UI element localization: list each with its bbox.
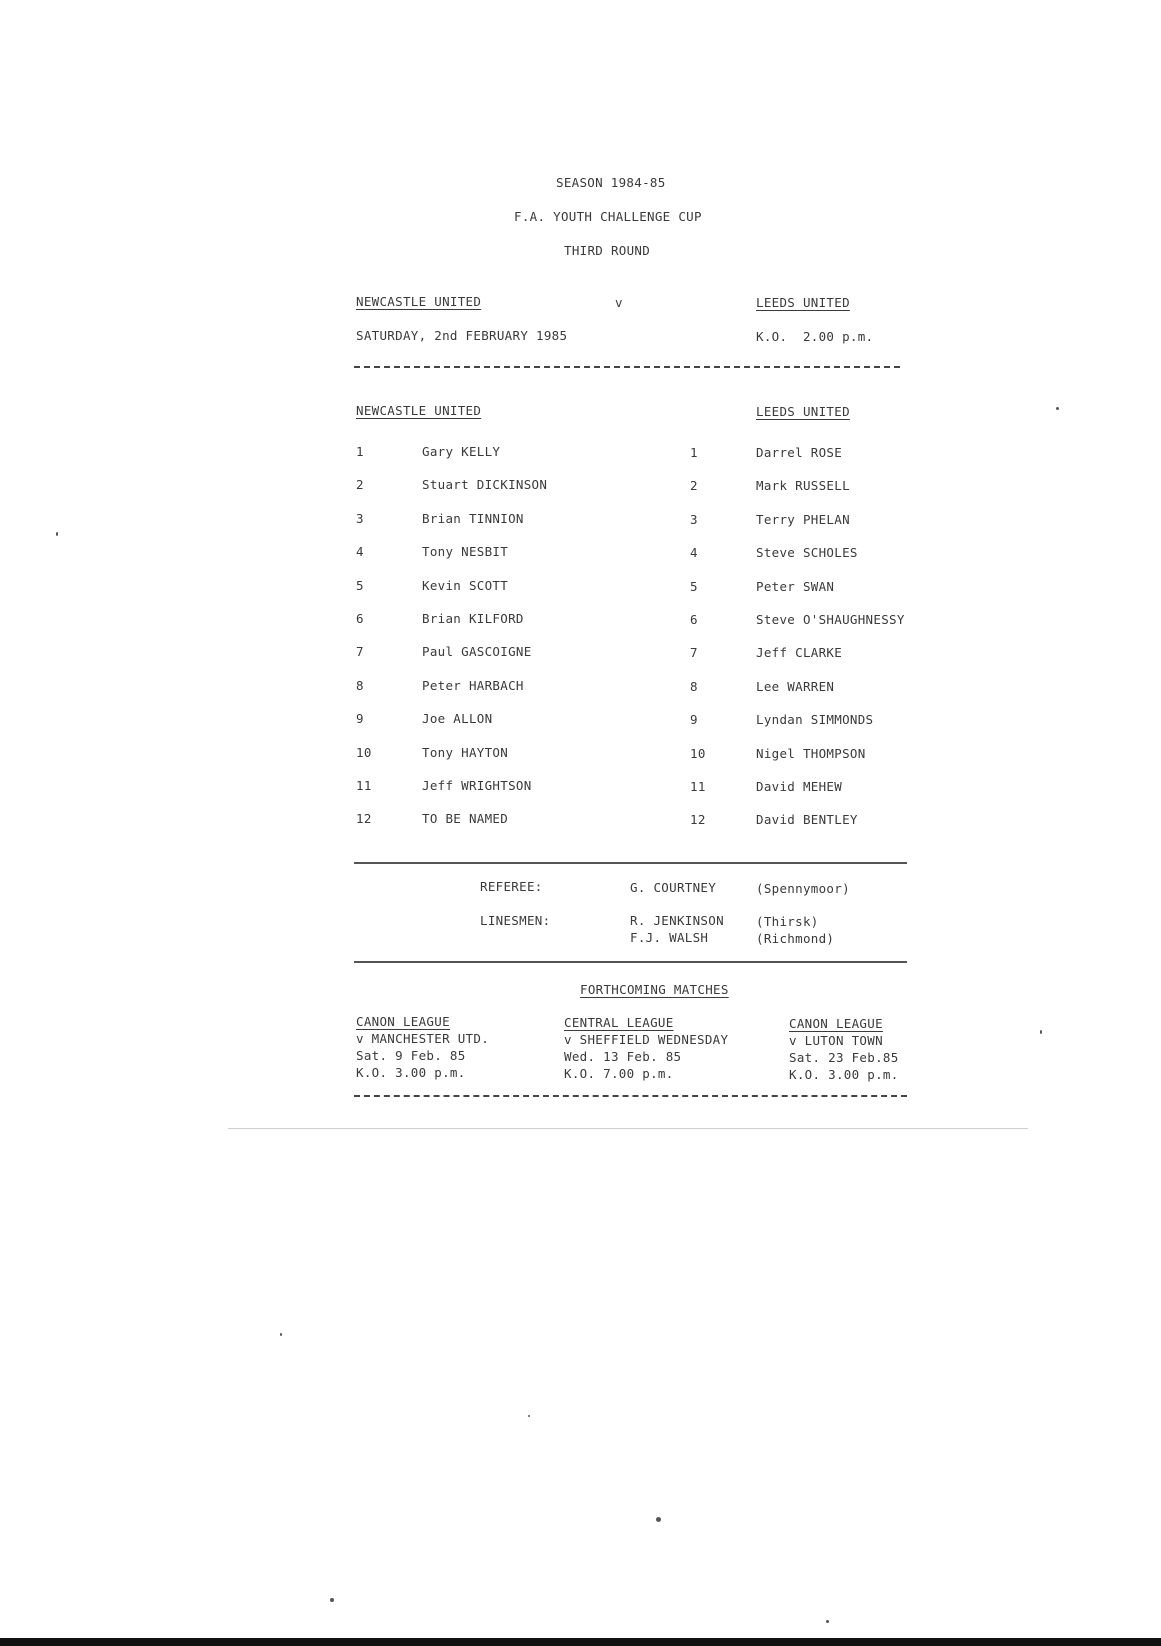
player-number: 5 bbox=[356, 578, 364, 593]
fixture-home-team: NEWCASTLE UNITED bbox=[356, 294, 482, 309]
player-number: 10 bbox=[690, 746, 706, 761]
match-opponent: v SHEFFIELD WEDNESDAY bbox=[564, 1032, 729, 1047]
match-kickoff: K.O. 7.00 p.m. bbox=[564, 1066, 674, 1081]
player-name: Jeff CLARKE bbox=[756, 645, 843, 660]
scan-speck bbox=[56, 532, 58, 536]
match-opponent: v MANCHESTER UTD. bbox=[356, 1031, 490, 1046]
linesmen-label: LINESMEN: bbox=[480, 913, 551, 928]
player-name: Terry PHELAN bbox=[756, 512, 850, 527]
fixture-versus: v bbox=[615, 295, 623, 310]
player-name: Steve SCHOLES bbox=[756, 545, 858, 560]
player-name: Joe ALLON bbox=[422, 711, 493, 726]
player-number: 2 bbox=[690, 478, 698, 493]
match-date: Sat. 9 Feb. 85 bbox=[356, 1048, 466, 1063]
player-number: 4 bbox=[356, 544, 364, 559]
player-number: 9 bbox=[356, 711, 364, 726]
scan-speck bbox=[826, 1620, 829, 1623]
scan-speck bbox=[330, 1598, 334, 1602]
match-league: CANON LEAGUE bbox=[789, 1016, 883, 1031]
scan-speck bbox=[1040, 1030, 1042, 1034]
scan-speck bbox=[280, 1333, 282, 1336]
player-number: 6 bbox=[356, 611, 364, 626]
player-name: Jeff WRIGHTSON bbox=[422, 778, 532, 793]
player-number: 12 bbox=[690, 812, 706, 827]
divider-officials-bottom bbox=[354, 961, 907, 963]
divider-top bbox=[354, 366, 900, 368]
linesman2-town: (Richmond) bbox=[756, 931, 835, 946]
player-number: 6 bbox=[690, 612, 698, 627]
season-heading: SEASON 1984-85 bbox=[556, 175, 666, 190]
scan-speck bbox=[1056, 407, 1059, 410]
scan-speck bbox=[528, 1415, 530, 1417]
player-name: Brian TINNION bbox=[422, 511, 524, 526]
divider-officials-top bbox=[354, 862, 907, 864]
referee-label: REFEREE: bbox=[480, 879, 543, 894]
player-number: 10 bbox=[356, 745, 372, 760]
linesman1-town: (Thirsk) bbox=[756, 914, 819, 929]
linesman1-name: R. JENKINSON bbox=[630, 913, 724, 928]
match-league: CANON LEAGUE bbox=[356, 1014, 450, 1029]
player-name: Kevin SCOTT bbox=[422, 578, 509, 593]
linesman2-name: F.J. WALSH bbox=[630, 930, 709, 945]
player-number: 8 bbox=[356, 678, 364, 693]
match-opponent: v LUTON TOWN bbox=[789, 1033, 883, 1048]
player-name: Steve O'SHAUGHNESSY bbox=[756, 612, 905, 627]
match-date: Sat. 23 Feb.85 bbox=[789, 1050, 899, 1065]
player-name: Darrel ROSE bbox=[756, 445, 843, 460]
scan-bottom-border bbox=[0, 1638, 1161, 1646]
player-number: 12 bbox=[356, 811, 372, 826]
home-team-title: NEWCASTLE UNITED bbox=[356, 403, 482, 418]
away-team-title: LEEDS UNITED bbox=[756, 404, 850, 419]
scan-speck bbox=[656, 1517, 661, 1522]
player-number: 8 bbox=[690, 679, 698, 694]
player-number: 2 bbox=[356, 477, 364, 492]
match-date: Wed. 13 Feb. 85 bbox=[564, 1049, 682, 1064]
player-number: 7 bbox=[690, 645, 698, 660]
forthcoming-title: FORTHCOMING MATCHES bbox=[580, 982, 729, 997]
player-number: 3 bbox=[690, 512, 698, 527]
match-kickoff: K.O. 3.00 p.m. bbox=[789, 1067, 899, 1082]
player-name: David BENTLEY bbox=[756, 812, 858, 827]
player-name: Tony HAYTON bbox=[422, 745, 509, 760]
player-name: Gary KELLY bbox=[422, 444, 501, 459]
player-number: 11 bbox=[356, 778, 372, 793]
player-number: 1 bbox=[356, 444, 364, 459]
player-number: 9 bbox=[690, 712, 698, 727]
fixture-away-team: LEEDS UNITED bbox=[756, 295, 850, 310]
player-name: David MEHEW bbox=[756, 779, 843, 794]
referee-name: G. COURTNEY bbox=[630, 880, 717, 895]
round-heading: THIRD ROUND bbox=[564, 243, 651, 258]
divider-bottom bbox=[354, 1095, 907, 1097]
competition-heading: F.A. YOUTH CHALLENGE CUP bbox=[514, 209, 702, 224]
player-name: Lyndan SIMMONDS bbox=[756, 712, 874, 727]
player-number: 7 bbox=[356, 644, 364, 659]
match-kickoff: K.O. 3.00 p.m. bbox=[356, 1065, 466, 1080]
paper-edge bbox=[228, 1128, 1028, 1129]
player-number: 1 bbox=[690, 445, 698, 460]
player-name: Tony NESBIT bbox=[422, 544, 509, 559]
player-number: 4 bbox=[690, 545, 698, 560]
player-number: 3 bbox=[356, 511, 364, 526]
player-name: Peter SWAN bbox=[756, 579, 835, 594]
fixture-kickoff: K.O. 2.00 p.m. bbox=[756, 329, 874, 344]
referee-town: (Spennymoor) bbox=[756, 881, 850, 896]
match-league: CENTRAL LEAGUE bbox=[564, 1015, 674, 1030]
player-name: Stuart DICKINSON bbox=[422, 477, 548, 492]
fixture-date: SATURDAY, 2nd FEBRUARY 1985 bbox=[356, 328, 568, 343]
player-name: Brian KILFORD bbox=[422, 611, 524, 626]
player-number: 5 bbox=[690, 579, 698, 594]
player-name: Paul GASCOIGNE bbox=[422, 644, 532, 659]
player-name: Nigel THOMPSON bbox=[756, 746, 866, 761]
player-name: Lee WARREN bbox=[756, 679, 835, 694]
player-name: TO BE NAMED bbox=[422, 811, 509, 826]
player-number: 11 bbox=[690, 779, 706, 794]
player-name: Peter HARBACH bbox=[422, 678, 524, 693]
player-name: Mark RUSSELL bbox=[756, 478, 850, 493]
